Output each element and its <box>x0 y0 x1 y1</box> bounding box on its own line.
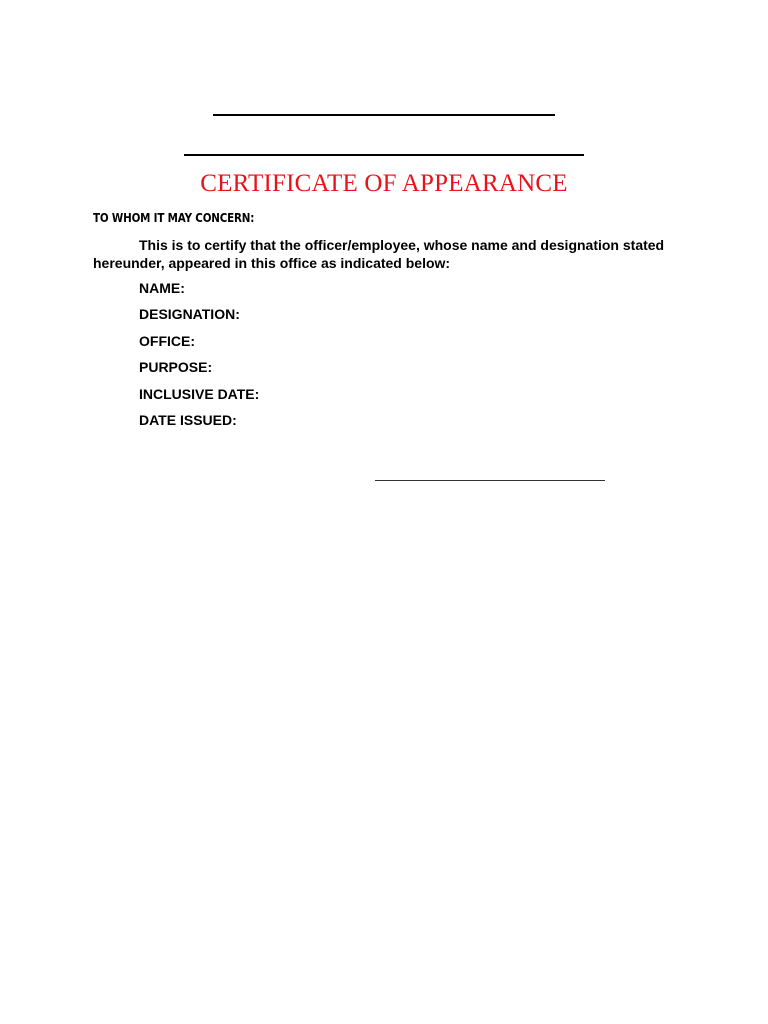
header-line-1 <box>213 114 555 116</box>
field-label-inclusive-date: INCLUSIVE DATE: <box>139 386 260 402</box>
field-label-purpose: PURPOSE: <box>139 359 213 375</box>
field-label-name: NAME: <box>139 280 185 296</box>
field-label-date-issued: DATE ISSUED: <box>139 412 237 428</box>
signature-line <box>375 480 605 481</box>
certificate-title: CERTIFICATE OF APPEARANCE <box>200 170 568 197</box>
header-line-2 <box>184 154 584 156</box>
field-label-office: OFFICE: <box>139 333 195 349</box>
field-label-designation: DESIGNATION: <box>139 306 240 322</box>
body-text-line-2: hereunder, appeared in this office as indicated below: <box>93 255 451 271</box>
body-text-line-1: This is to certify that the officer/employee, whose name and designation stated <box>139 237 665 253</box>
salutation: TO WHOM IT MAY CONCERN: <box>93 211 255 225</box>
